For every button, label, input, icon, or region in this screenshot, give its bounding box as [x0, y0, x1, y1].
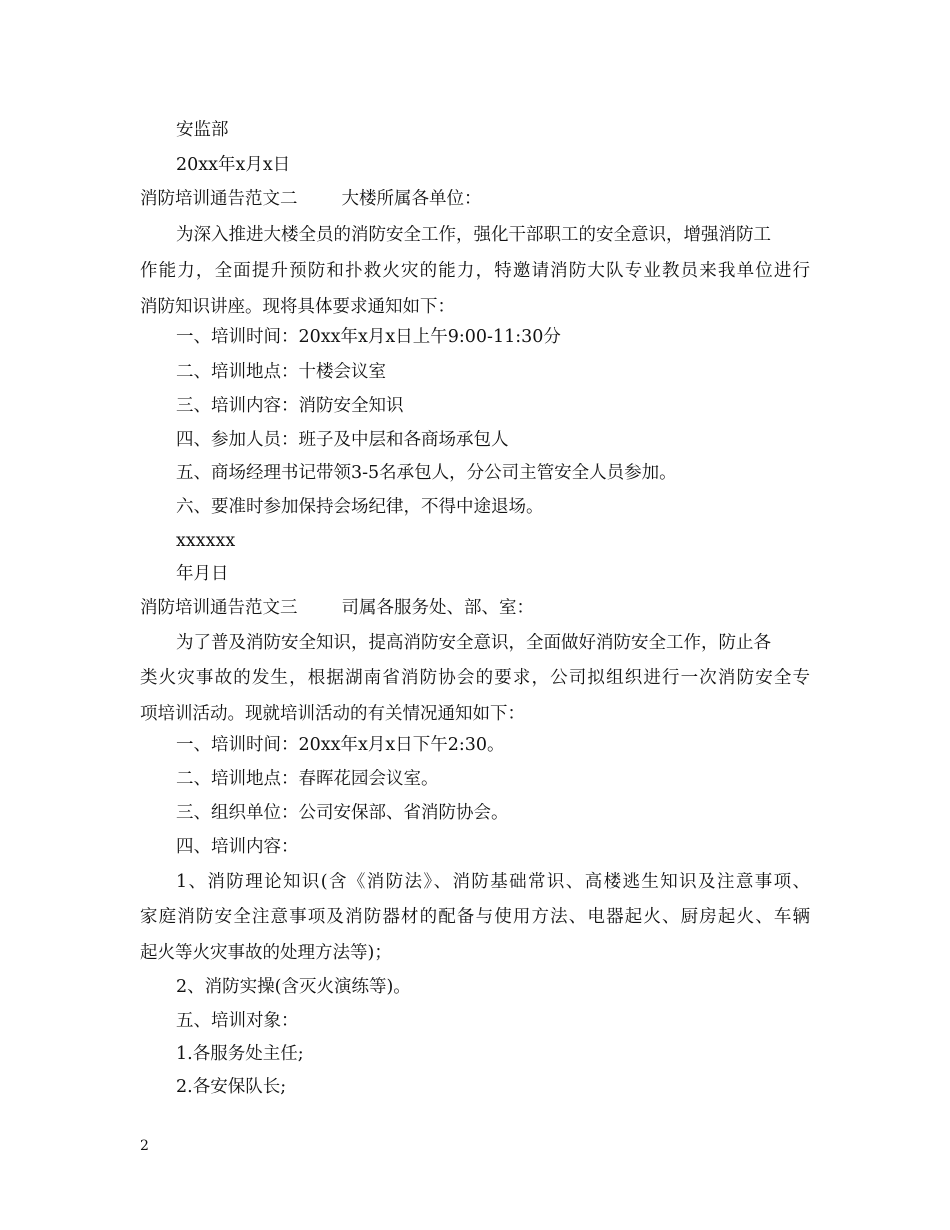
list-item: 五、培训对象： [176, 1011, 299, 1031]
list-item: 三、组织单位：公司安保部、省消防协会。 [176, 803, 509, 823]
list-item: 六、要准时参加保持会场纪律，不得中途退场。 [176, 497, 544, 517]
paragraph-line: 消防知识讲座。现将具体要求通知如下： [140, 297, 455, 317]
signature-line: xxxxxx [176, 531, 236, 551]
text-line: 20xx年x月x日 [176, 155, 291, 175]
heading-addressee: 大楼所属各单位： [341, 189, 482, 209]
paragraph-line: 作能力，全面提升预防和扑救火灾的能力，特邀请消防大队专业教员来我单位进行 [140, 261, 810, 281]
paragraph-line: 为了普及消防安全知识，提高消防安全意识，全面做好消防安全工作，防止各 [176, 633, 771, 653]
paragraph-line: 起火等火灾事故的处理方法等)； [140, 943, 392, 963]
list-item: 五、商场经理书记带领3-5名承包人，分公司主管安全人员参加。 [176, 463, 677, 483]
list-item: 四、参加人员：班子及中层和各商场承包人 [176, 430, 509, 450]
text-line: 安监部 [176, 120, 229, 140]
paragraph-line: 类火灾事故的发生，根据湖南省消防协会的要求，公司拟组织进行一次消防安全专 [140, 668, 810, 688]
paragraph-line: 为深入推进大楼全员的消防安全工作，强化干部职工的安全意识，增强消防工 [176, 225, 771, 245]
heading-title: 消防培训通告范文二 [140, 189, 298, 209]
heading-title: 消防培训通告范文三 [140, 598, 298, 618]
page-number: 2 [140, 1138, 149, 1154]
list-item: 1.各服务处主任; [176, 1044, 304, 1064]
list-item: 三、培训内容：消防安全知识 [176, 396, 404, 416]
list-item: 一、培训时间：20xx年x月x日下午2:30。 [176, 735, 505, 755]
list-item: 2、消防实操(含灭火演练等)。 [176, 977, 411, 997]
section-heading [140, 597, 534, 619]
list-item: 二、培训地点：春晖花园会议室。 [176, 769, 439, 789]
list-item: 二、培训地点：十楼会议室 [176, 362, 386, 382]
paragraph-line: 家庭消防安全注意事项及消防器材的配备与使用方法、电器起火、厨房起火、车辆 [140, 907, 810, 927]
list-item: 一、培训时间：20xx年x月x日上午9:00-11:30分 [176, 327, 561, 347]
paragraph-line: 1、消防理论知识(含《消防法》、消防基础常识、高楼逃生知识及注意事项、 [176, 872, 810, 892]
list-item: 四、培训内容： [176, 837, 299, 857]
list-item: 2.各安保队长; [176, 1077, 287, 1097]
date-line: 年月日 [176, 564, 229, 584]
section-heading [140, 188, 482, 210]
paragraph-line: 项培训活动。现就培训活动的有关情况通知如下： [140, 704, 525, 724]
heading-addressee: 司属各服务处、部、室： [341, 598, 534, 618]
